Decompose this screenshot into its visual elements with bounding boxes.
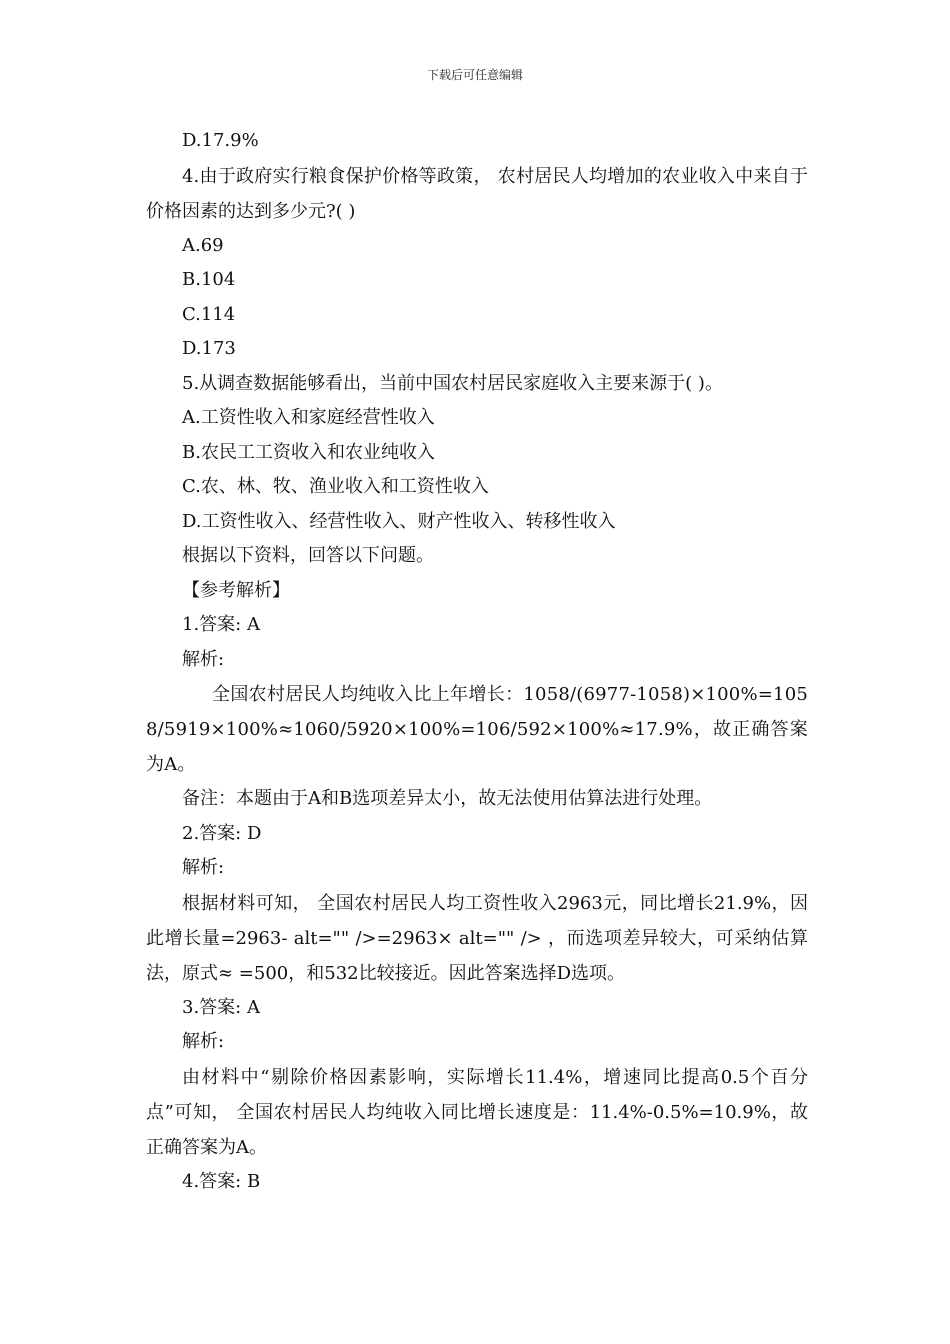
analysis-text-3: 由材料中“剔除价格因素影响，实际增长11.4%，增速同比提高0.5个百分点”可知， 全国农村居民人均纯收入同比增长速度是：11.4%-0.5%=10.9%，故正确答案为A。 [146,1066,808,1158]
answer-3: 3.答案: A [182,996,260,1018]
q5-option-d: D.工资性收入、经营性收入、财产性收入、转移性收入 [182,510,616,532]
analysis-note-1: 备注：本题由于A和B选项差异太小，故无法使用估算法进行处理。 [182,788,713,809]
answer-2: 2.答案: D [182,822,262,844]
q4-option-b: B.104 [182,269,236,290]
analysis-title: 【参考解析】 [182,579,290,601]
page-header-note: 下载后可任意编辑 [426,68,523,82]
q4-option-d: D.173 [182,338,236,359]
analysis-label-2: 解析: [182,857,225,878]
q5-stem: 5.从调查数据能够看出，当前中国农村居民家庭收入主要来源于( )。 [182,372,723,394]
analysis-text-2: 根据材料可知， 全国农村居民人均工资性收入2963元，同比增长21.9%，因此增长量=2963- alt="" />=2963× alt="" /> ，而选项差异较大，可采纳估算法，原式≈ =500，和532比较接近。因此答案选择D选项。 [146,892,808,984]
analysis-text-1: 全国农村居民人均纯收入比上年增长：1058/(6977-1058)×100%=1058/5919×100%≈1060/5920×100%=106/592×100%≈17.9%，故正确答案为A。 [146,684,808,775]
answer-1: 1.答案: A [182,614,260,635]
q4-option-c: C.114 [182,303,236,325]
analysis-label-3: 解析: [182,1031,225,1052]
analysis-label-1: 解析: [182,648,225,670]
q5-option-c: C.农、林、牧、渔业收入和工资性收入 [182,476,489,497]
q5-option-a: A.工资性收入和家庭经营性收入 [182,407,435,428]
document-body [146,124,808,1199]
answer-4: 4.答案: B [182,1170,261,1192]
instruction-text: 根据以下资料，回答以下问题。 [182,545,434,566]
q4-option-a: A.69 [182,234,224,256]
q4-stem: 4.由于政府实行粮食保护价格等政策， 农村居民人均增加的农业收入中来自于价格因素的达到多少元?( ) [146,165,808,222]
q5-option-b: B.农民工工资收入和农业纯收入 [182,441,435,463]
q3-option-d: D.17.9% [182,130,259,151]
